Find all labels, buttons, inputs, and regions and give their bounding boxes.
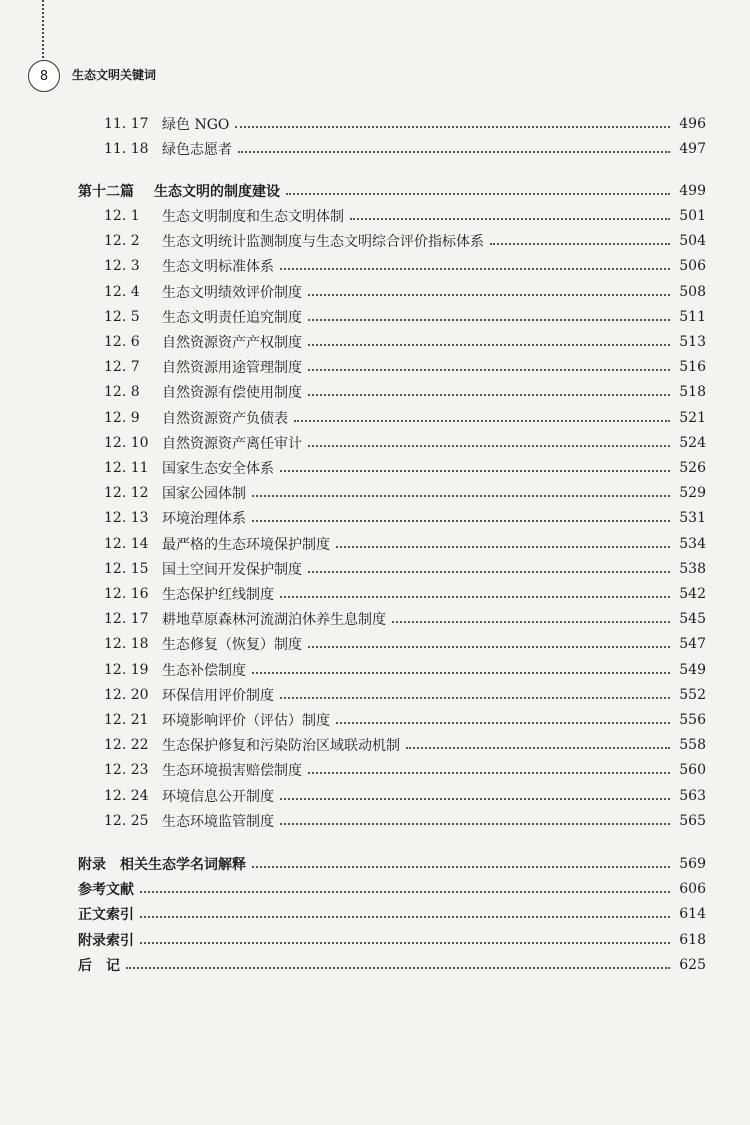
dot-leader xyxy=(308,622,670,648)
dot-leader xyxy=(235,102,670,128)
toc-entry-number: 12. 11 xyxy=(104,460,149,476)
dot-leader xyxy=(140,918,670,944)
running-title: 生态文明关键词 xyxy=(72,68,157,82)
toc-entry-title: 环境影响评价（评估）制度 xyxy=(162,713,330,729)
toc-entry-title: 相关生态学名词解释 xyxy=(120,857,246,873)
toc-entry-page: 560 xyxy=(679,762,706,779)
toc-entry-page: 497 xyxy=(679,141,706,158)
toc-entry-page: 508 xyxy=(679,283,706,300)
toc-entry-title: 生态文明制度和生态文明体制 xyxy=(162,209,344,225)
toc-entry-page: 549 xyxy=(679,661,706,678)
toc-entry-title: 自然资源用途管理制度 xyxy=(162,360,302,377)
dot-leader xyxy=(252,471,670,497)
toc-entry-number: 12. 21 xyxy=(104,712,149,728)
toc-entry-page: 496 xyxy=(679,116,706,132)
toc-entry-number: 12. 4 xyxy=(104,283,140,300)
toc-entry-title: 国家生态安全体系 xyxy=(162,461,274,477)
toc-entry-page: 563 xyxy=(679,787,706,804)
toc-entry-page: 538 xyxy=(679,560,706,577)
dot-leader xyxy=(140,892,670,918)
dot-leader xyxy=(308,547,670,573)
toc-entry-title: 正文索引 xyxy=(78,907,134,924)
toc-entry-title: 环境治理体系 xyxy=(162,511,246,528)
toc-entry-title: 自然资源资产离任审计 xyxy=(162,435,302,452)
toc-entry-title: 生态文明标准体系 xyxy=(162,259,274,276)
dot-leader xyxy=(308,320,670,346)
dot-leader xyxy=(336,522,670,548)
toc-entry-page: 524 xyxy=(679,434,706,451)
toc-entry-title: 生态文明责任追究制度 xyxy=(162,309,302,326)
dot-leader xyxy=(280,572,670,598)
toc-entry-page: 618 xyxy=(679,931,706,948)
toc-entry-number: 12. 8 xyxy=(104,384,140,401)
toc-entry-title: 自然资源资产负债表 xyxy=(162,410,288,427)
toc-entry-number: 11. 18 xyxy=(104,141,149,158)
dot-leader xyxy=(126,943,670,969)
dot-leader xyxy=(308,295,670,321)
toc-entry-title: 生态环境损害赔偿制度 xyxy=(162,763,302,780)
toc-entry-page: 521 xyxy=(679,409,706,426)
toc-entry-page: 569 xyxy=(679,856,706,872)
toc-entry-title: 生态保护红线制度 xyxy=(162,587,274,603)
toc-entry-title: 国家公园体制 xyxy=(162,486,246,503)
page-number-badge: 8 xyxy=(28,60,60,92)
toc-entry-title: 绿色 NGO xyxy=(162,117,230,133)
toc-entry-number: 12. 1 xyxy=(104,208,140,224)
toc-entry-number: 12. 10 xyxy=(104,434,149,451)
dot-leader xyxy=(280,446,670,472)
toc-entry-title: 绿色志愿者 xyxy=(162,142,232,159)
toc-entry xyxy=(104,137,706,161)
toc-entry-number: 12. 22 xyxy=(104,737,149,754)
toc-entry-title: 附录索引 xyxy=(78,932,134,949)
toc-entry-title: 后 记 xyxy=(78,957,120,974)
toc-entry-title: 生态环境监管制度 xyxy=(162,813,274,830)
toc-entry-number: 12. 2 xyxy=(104,233,140,250)
toc-entry-title: 生态文明绩效评价制度 xyxy=(162,284,302,301)
toc-entry-page: 499 xyxy=(679,183,706,199)
toc-entry-number: 12. 12 xyxy=(104,485,149,502)
dot-leader xyxy=(308,421,670,447)
toc-entry-title: 环境信息公开制度 xyxy=(162,788,274,805)
toc-entry-title: 生态修复（恢复）制度 xyxy=(162,637,302,654)
toc-entry-title: 生态补偿制度 xyxy=(162,662,246,679)
toc-entry-page: 529 xyxy=(679,485,706,502)
dot-leader xyxy=(308,270,670,296)
toc-entry-page: 511 xyxy=(679,308,706,325)
toc-entry-number: 12. 24 xyxy=(104,787,149,804)
toc-entry-title: 耕地草原森林河流湖泊休养生息制度 xyxy=(162,612,386,629)
toc-entry-page: 606 xyxy=(679,881,706,898)
dot-leader xyxy=(280,774,670,800)
toc-entry-number: 第十二篇 xyxy=(78,184,134,200)
toc-entry-page: 565 xyxy=(679,812,706,829)
toc-entry-page: 552 xyxy=(679,686,706,703)
dot-leader xyxy=(238,127,670,153)
toc-entry-number: 12. 3 xyxy=(104,258,140,275)
toc-entry-number: 12. 7 xyxy=(104,359,140,376)
toc-entry xyxy=(78,953,706,977)
toc-entry-page: 518 xyxy=(679,384,706,401)
toc-entry-title: 生态文明的制度建设 xyxy=(154,184,280,200)
dot-leader xyxy=(308,748,670,774)
toc-entry-page: 625 xyxy=(679,956,706,973)
toc-entry-page: 513 xyxy=(679,334,706,350)
toc-entry-number: 12. 5 xyxy=(104,308,140,325)
dot-leader xyxy=(406,723,670,749)
dot-leader xyxy=(350,194,670,220)
toc-entry-title: 参考文献 xyxy=(78,882,134,899)
toc-entry-number: 12. 23 xyxy=(104,762,149,779)
toc-entry-page: 506 xyxy=(679,258,706,275)
toc-entry-title: 生态文明统计监测制度与生态文明综合评价指标体系 xyxy=(162,234,484,251)
dot-leader xyxy=(280,244,670,270)
dot-leader xyxy=(392,597,670,623)
toc-entry-number: 12. 14 xyxy=(104,535,149,552)
dot-leader xyxy=(286,169,670,195)
toc-entry-page: 526 xyxy=(679,460,706,476)
toc-entry-page: 558 xyxy=(679,737,706,754)
toc-entry-page: 504 xyxy=(679,233,706,250)
toc-entry-number: 附录 xyxy=(78,857,106,873)
dot-leader xyxy=(252,496,670,522)
dot-leader xyxy=(280,799,670,825)
toc-entry-page: 547 xyxy=(679,636,706,653)
toc-entry-number: 12. 9 xyxy=(104,409,140,426)
dot-leader xyxy=(252,648,670,674)
toc-entry xyxy=(104,809,706,833)
dot-leader xyxy=(280,673,670,699)
toc-entry-page: 516 xyxy=(679,359,706,376)
toc-entry-page: 501 xyxy=(679,208,706,224)
toc-entry-number: 12. 20 xyxy=(104,686,149,703)
toc-entry-number: 12. 25 xyxy=(104,812,149,829)
toc-entry-number: 12. 18 xyxy=(104,636,149,653)
toc-entry-number: 12. 13 xyxy=(104,510,149,527)
toc-entry-number: 12. 17 xyxy=(104,611,149,628)
toc-entry-title: 自然资源资产产权制度 xyxy=(162,335,302,351)
toc-entry-number: 11. 17 xyxy=(104,116,149,132)
dot-leader xyxy=(308,345,670,371)
toc-entry-number: 12. 19 xyxy=(104,661,149,678)
toc-entry-page: 534 xyxy=(679,535,706,552)
dot-leader xyxy=(308,370,670,396)
toc-entry-page: 542 xyxy=(679,586,706,602)
toc-entry-number: 12. 6 xyxy=(104,334,140,350)
toc-entry-number: 12. 15 xyxy=(104,560,149,577)
dot-leader xyxy=(252,842,670,868)
dot-leader xyxy=(490,219,670,245)
toc-entry-page: 545 xyxy=(679,611,706,628)
dot-leader xyxy=(140,867,670,893)
toc-entry-title: 自然资源有偿使用制度 xyxy=(162,385,302,402)
dot-leader xyxy=(336,698,670,724)
dot-leader xyxy=(294,396,670,422)
toc-entry-title: 国土空间开发保护制度 xyxy=(162,561,302,578)
toc-entry-title: 最严格的生态环境保护制度 xyxy=(162,536,330,553)
toc-entry-page: 531 xyxy=(679,510,706,527)
toc-entry-title: 生态保护修复和污染防治区域联动机制 xyxy=(162,738,400,755)
toc-entry-number: 12. 16 xyxy=(104,586,149,602)
toc-entry-page: 614 xyxy=(679,906,706,923)
toc-entry-title: 环保信用评价制度 xyxy=(162,687,274,704)
toc-entry-page: 556 xyxy=(679,712,706,728)
